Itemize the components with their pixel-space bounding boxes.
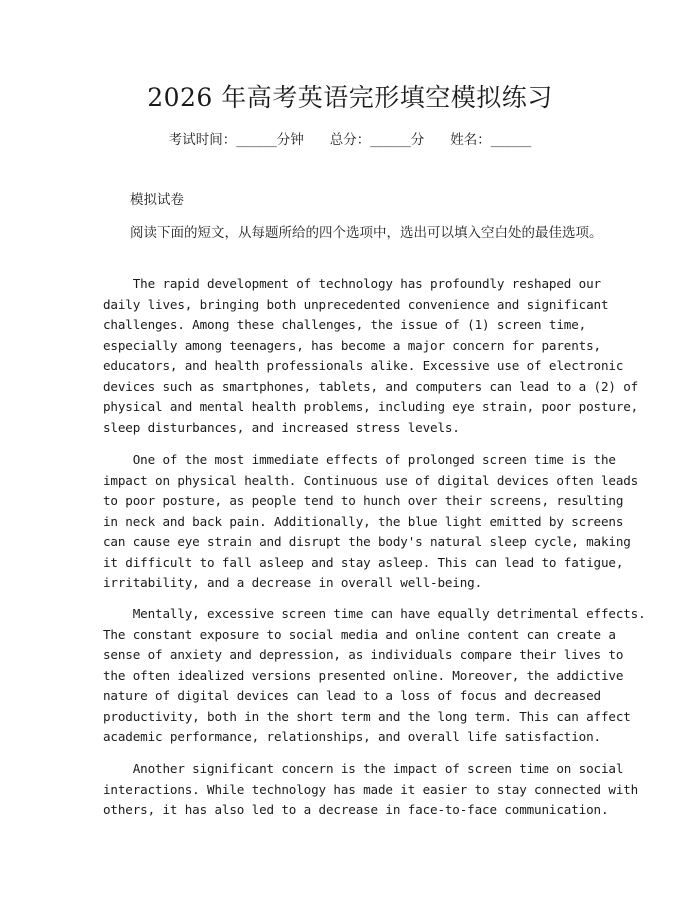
passage-paragraph-2: One of the most immediate effects of prolonged screen time is the impact on physical health. Continuous use of digital devices often leads to poor posture, as people tend to hunch over their screens, resulting in neck and back pain. Additionally, the blue light emitted by screens can cause eye strain and disrupt the body's natural sleep cycle, making it difficult to fall asleep and stay asleep. This can lead to fatigue, irritability, and a decrease in overall well-being. xyxy=(103,452,639,590)
exam-time-label: 考试时间：______分钟 xyxy=(168,132,304,148)
section-label: 模拟试卷 xyxy=(130,192,184,208)
passage-paragraph-1: The rapid development of technology has profoundly reshaped our daily lives, bringing both unprecedented convenience and significant challenges. Among these challenges, the issue of (1) screen time, especially among teenagers, has become a major concern for parents, educators, and health professionals alike. Excessive use of electronic devices such as smartphones, tablets, and computers can lead to a (2) of physical and mental health problems, including eye strain, poor posture, sleep disturbances, and increased stress levels. xyxy=(103,276,639,435)
total-score-label: 总分：______分 xyxy=(329,132,425,148)
passage-paragraph-3: Mentally, excessive screen time can have equally detrimental effects. The constant exposure to social media and online content can create a sense of anxiety and depression, as individuals compare their lives to the often idealized versions presented online. Moreover, the addictive nature of digital devices can lead to a loss of focus and decreased productivity, both in the short term and the long term. This can affect academic performance, relationships, and overall life satisfaction. xyxy=(103,606,646,744)
instructions-text: 阅读下面的短文，从每题所给的四个选项中，选出可以填入空白处的最佳选项。 xyxy=(130,225,603,241)
student-name-label: 姓名：______ xyxy=(450,132,532,148)
page-title: 2026 年高考英语完形填空模拟练习 xyxy=(147,83,553,112)
exam-meta xyxy=(0,130,700,150)
passage-paragraph-4: Another significant concern is the impact of screen time on social interactions. While technology has made it easier to stay connected with others, it has also led to a decrease in face-to-face communication. xyxy=(103,761,639,817)
